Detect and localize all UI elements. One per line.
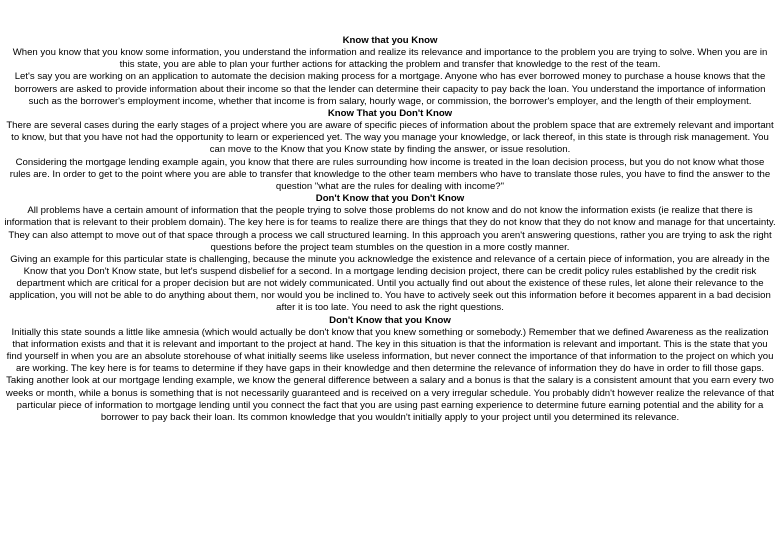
paragraph: Initially this state sounds a little like amnesia (which would actually be don't know that you knew something or somebody.) Remember that we defined Awareness as the realization that information exists and that it is relevant and important to the project at hand. The key in this situation is that the information is relevant and important. This is the state that you find yourself in when you are an absolute storehouse of what initially seems like useless information, but never connect the importance of that information to the project on which you are working. The key here is for teams to determine if they have gaps in their knowledge and then determine the relevance of information they do have in order to fill those gaps. (6, 326, 774, 375)
paragraph: All problems have a certain amount of information that the people trying to solve those problems do not know and do not know the information exists (ie realize that there is information that is relevant to their problem domain). The key here is for teams to realize there are things that they do not know that they do not know and manage for that uncertainty. They can also attempt to move out of that space through a process we call structured learning. In this approach you aren't answering questions, rather you are trying to ask the right questions before the project team stumbles on the question in a more costly manner. (4, 205, 776, 253)
heading-know-that-you-know: Know that you Know (342, 35, 438, 46)
paragraph: Taking another look at our mortgage lending example, we know the general difference between a salary and a bonus is that the salary is a consistent amount that you earn every two weeks or month, while a bonus is something that is not necessarily guaranteed and is received on a very irregular schedule. You probably didn't however realize the relevance of that particular piece of information to mortgage lending until you connect the fact that you are using past earning experience to determine future earning potential and the ability for a borrower to pay back their loan. Its common knowledge that you wouldn't initially apply to your project until you determined its relevance. (5, 375, 775, 423)
paragraph: Giving an example for this particular state is challenging, because the minute you acknowledge the existence and relevance of a certain piece of information, you are already in the Know that you Don't Know state, but let's suspend disbelief for a second. In a mortgage lending decision project, there can be credit policy rules established by the credit risk department which are critical for a proper decision but are not widely communicated. Until you actually find out about the existence of these rules, let alone their relevance to the application, you will not be able to do anything about them, nor would you be inclined to. You have to actively seek out this information before it becomes apparent in a bad decision after it is too late. You need to ask the right questions. (9, 253, 771, 314)
paragraph: When you know that you know some information, you understand the information and realize its relevance and importance to the problem you are trying to solve. When you are in this state, you are able to plan your further actions for attacking the problem and transfer that knowledge to the rest of the team. (12, 47, 768, 71)
paragraph: Considering the mortgage lending example again, you know that there are rules surrounding how income is treated in the loan decision process, but you do not know what those rules are. In order to get to the point where you are able to transfer that knowledge to the other team members who have to translate those rules, you have to find the answer to the question "what are the rules for dealing with income?" (9, 156, 771, 192)
heading-dont-know-that-you-dont-know: Don't Know that you Don't Know (315, 193, 465, 205)
paragraph: Let's say you are working on an application to automate the decision making process for a mortgage. Anyone who has ever borrowed money to purchase a house knows that the borrowers are asked to provide information about their income so that the lender can determine their capacity to pay back the loan. You understand the importance of information such as the borrower's employment income, whether that income is from salary, hourly wage, or commission, the borrower's employer, and the length of their employment. (14, 71, 766, 107)
paragraph: There are several cases during the early stages of a project where you are aware of specific pieces of information about the problem space that are extremely relevant and important to know, but that you have not had the opportunity to learn or experienced yet. The way you manage your knowledge, or lack thereof, in this state is through risk management. You can move to the Know that you Know state by finding the answer, or issue resolution. (6, 120, 774, 156)
heading-know-that-you-dont-know: Know That you Don't Know (327, 107, 453, 119)
heading-dont-know-that-you-know: Don't Know that you Know (329, 314, 451, 326)
